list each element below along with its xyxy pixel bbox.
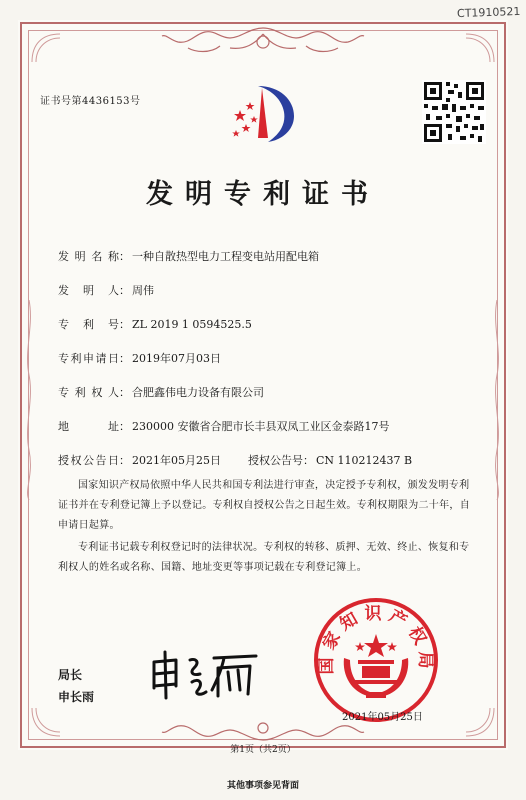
page-number: 第1页（共2页） xyxy=(230,745,296,755)
field-application-date: 专利申请日： 2019年07月03日 xyxy=(58,352,221,365)
field-value: 230000 安徽省合肥市长丰县双凤工业区金泰路17号 xyxy=(132,420,390,433)
official-seal-icon xyxy=(312,596,440,724)
statement-paragraph: 专利证书记载专利权登记时的法律状况。专利权的转移、质押、无效、终止、恢复和专利权人的姓名或名称、国籍、地址变更等事项记载在专利登记簿上。 xyxy=(58,542,470,573)
corner-ornament-icon xyxy=(30,704,64,738)
field-label: 专利申请日 xyxy=(58,352,119,365)
signature-title: 局长 xyxy=(58,668,83,682)
field-label: 授权公告日 xyxy=(58,454,119,467)
left-ornament-icon xyxy=(22,300,36,500)
seal-text: 国家知识产权局 xyxy=(316,603,436,675)
field-value: ZL 2019 1 0594525.5 xyxy=(132,318,252,331)
field-value: 一种自散热型电力工程变电站用配电箱 xyxy=(132,250,319,263)
corner-ornament-icon xyxy=(30,32,64,66)
field-label: 专利权人 xyxy=(58,386,119,399)
field-label: 地址 xyxy=(58,420,119,433)
seal-date: 2021年05月25日 xyxy=(342,712,423,723)
corner-ornament-icon xyxy=(462,704,496,738)
field-label: 发明人 xyxy=(58,284,119,297)
field-value: CN 110212437 B xyxy=(316,454,413,467)
field-label: 专利号 xyxy=(58,318,119,331)
field-patent-number: 专利号： ZL 2019 1 0594525.5 xyxy=(58,318,252,331)
certificate-number: 证书号第4436153号 xyxy=(40,96,141,107)
cnipa-logo-icon xyxy=(228,82,300,146)
field-label: 发明名称 xyxy=(58,250,119,263)
field-label: 授权公告号 xyxy=(248,454,303,467)
signature-icon xyxy=(148,648,260,700)
corner-ornament-icon xyxy=(462,32,496,66)
statement-paragraph: 国家知识产权局依照中华人民共和国专利法进行审查，决定授予专利权，颁发发明专利证书并在专利登记簿上予以登记。专利权自授权公告之日起生效。专利权期限为二十年，自申请日起算。 xyxy=(58,480,470,531)
field-value: 2019年07月03日 xyxy=(132,352,221,365)
field-patentee: 专利权人： 合肥鑫伟电力设备有限公司 xyxy=(58,386,264,399)
field-inventor: 发明人： 周伟 xyxy=(58,284,154,297)
field-value: 2021年05月25日 xyxy=(132,454,221,467)
field-value: 合肥鑫伟电力设备有限公司 xyxy=(132,386,264,399)
qr-code-icon xyxy=(422,80,486,144)
certificate-title: 发明专利证书 xyxy=(146,179,380,210)
footer-note: 其他事项参见背面 xyxy=(226,781,299,791)
field-invention-name: 发明名称： 一种自散热型电力工程变电站用配电箱 xyxy=(58,250,319,263)
field-address: 地址： 230000 安徽省合肥市长丰县双凤工业区金泰路17号 xyxy=(58,420,390,433)
right-ornament-icon xyxy=(490,300,504,500)
field-value: 周伟 xyxy=(132,284,154,297)
signature-name: 申长雨 xyxy=(58,690,95,704)
field-grant-date: 授权公告日： 2021年05月25日 授权公告号： CN 110212437 B xyxy=(58,454,413,467)
top-ornament-icon xyxy=(160,24,366,58)
handwritten-number: CT1910521 xyxy=(456,4,521,21)
